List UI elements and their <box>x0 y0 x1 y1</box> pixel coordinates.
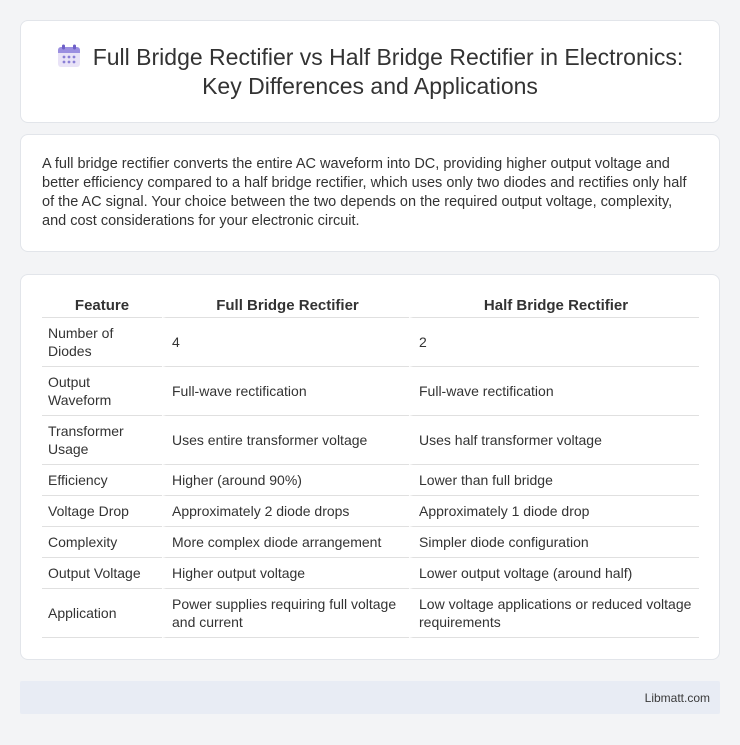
full-bridge-cell: Uses entire transformer voltage <box>162 416 409 465</box>
half-bridge-cell: Lower than full bridge <box>409 465 699 496</box>
feature-cell: Output Waveform <box>42 367 162 416</box>
table-row <box>42 558 699 589</box>
table-row <box>42 465 699 496</box>
feature-cell: Transformer Usage <box>42 416 162 465</box>
comparison-card <box>20 274 720 660</box>
full-bridge-cell: Approximately 2 diode drops <box>162 496 409 527</box>
feature-cell: Efficiency <box>42 465 162 496</box>
full-bridge-cell: Higher output voltage <box>162 558 409 589</box>
page-title <box>45 43 695 101</box>
table-row <box>42 318 699 367</box>
column-header-full-bridge: Full Bridge Rectifier <box>162 294 409 318</box>
feature-cell: Number of Diodes <box>42 318 162 367</box>
feature-cell: Complexity <box>42 527 162 558</box>
half-bridge-cell: Full-wave rectification <box>409 367 699 416</box>
full-bridge-cell: More complex diode arrangement <box>162 527 409 558</box>
half-bridge-cell: Simpler diode configuration <box>409 527 699 558</box>
page-title-text: Full Bridge Rectifier vs Half Bridge Rectifier in Electronics: Key Differences and Applications <box>92 43 684 99</box>
footer <box>20 681 720 714</box>
half-bridge-cell: Approximately 1 diode drop <box>409 496 699 527</box>
title-card <box>20 20 720 123</box>
half-bridge-cell: Uses half transformer voltage <box>409 416 699 465</box>
intro-card <box>20 134 720 252</box>
feature-cell: Application <box>42 589 162 638</box>
comparison-table <box>42 294 699 638</box>
half-bridge-cell: Low voltage applications or reduced voltage requirements <box>409 589 699 638</box>
table-row <box>42 416 699 465</box>
feature-cell: Voltage Drop <box>42 496 162 527</box>
full-bridge-cell: Higher (around 90%) <box>162 465 409 496</box>
full-bridge-cell: Full-wave rectification <box>162 367 409 416</box>
table-row <box>42 496 699 527</box>
table-row <box>42 589 699 638</box>
half-bridge-cell: Lower output voltage (around half) <box>409 558 699 589</box>
half-bridge-cell: 2 <box>409 318 699 367</box>
title-wrap <box>21 43 719 101</box>
footer-brand[interactable]: Libmatt.com <box>644 690 710 705</box>
calendar-icon <box>57 44 81 68</box>
table-row <box>42 527 699 558</box>
table-row <box>42 367 699 416</box>
full-bridge-cell: Power supplies requiring full voltage and current <box>162 589 409 638</box>
full-bridge-cell: 4 <box>162 318 409 367</box>
intro-paragraph: A full bridge rectifier converts the entire AC waveform into DC, providing higher output voltage and better efficiency compared to a half bridge rectifier, which uses only two diodes and rectifies only half of the AC signal. Your choice between the two depends on the required output voltage, complexity, and cost considerations for your electronic circuit. <box>42 156 687 229</box>
feature-cell: Output Voltage <box>42 558 162 589</box>
column-header-feature: Feature <box>42 294 162 318</box>
column-header-half-bridge: Half Bridge Rectifier <box>409 294 699 318</box>
table-header-row <box>42 294 699 318</box>
